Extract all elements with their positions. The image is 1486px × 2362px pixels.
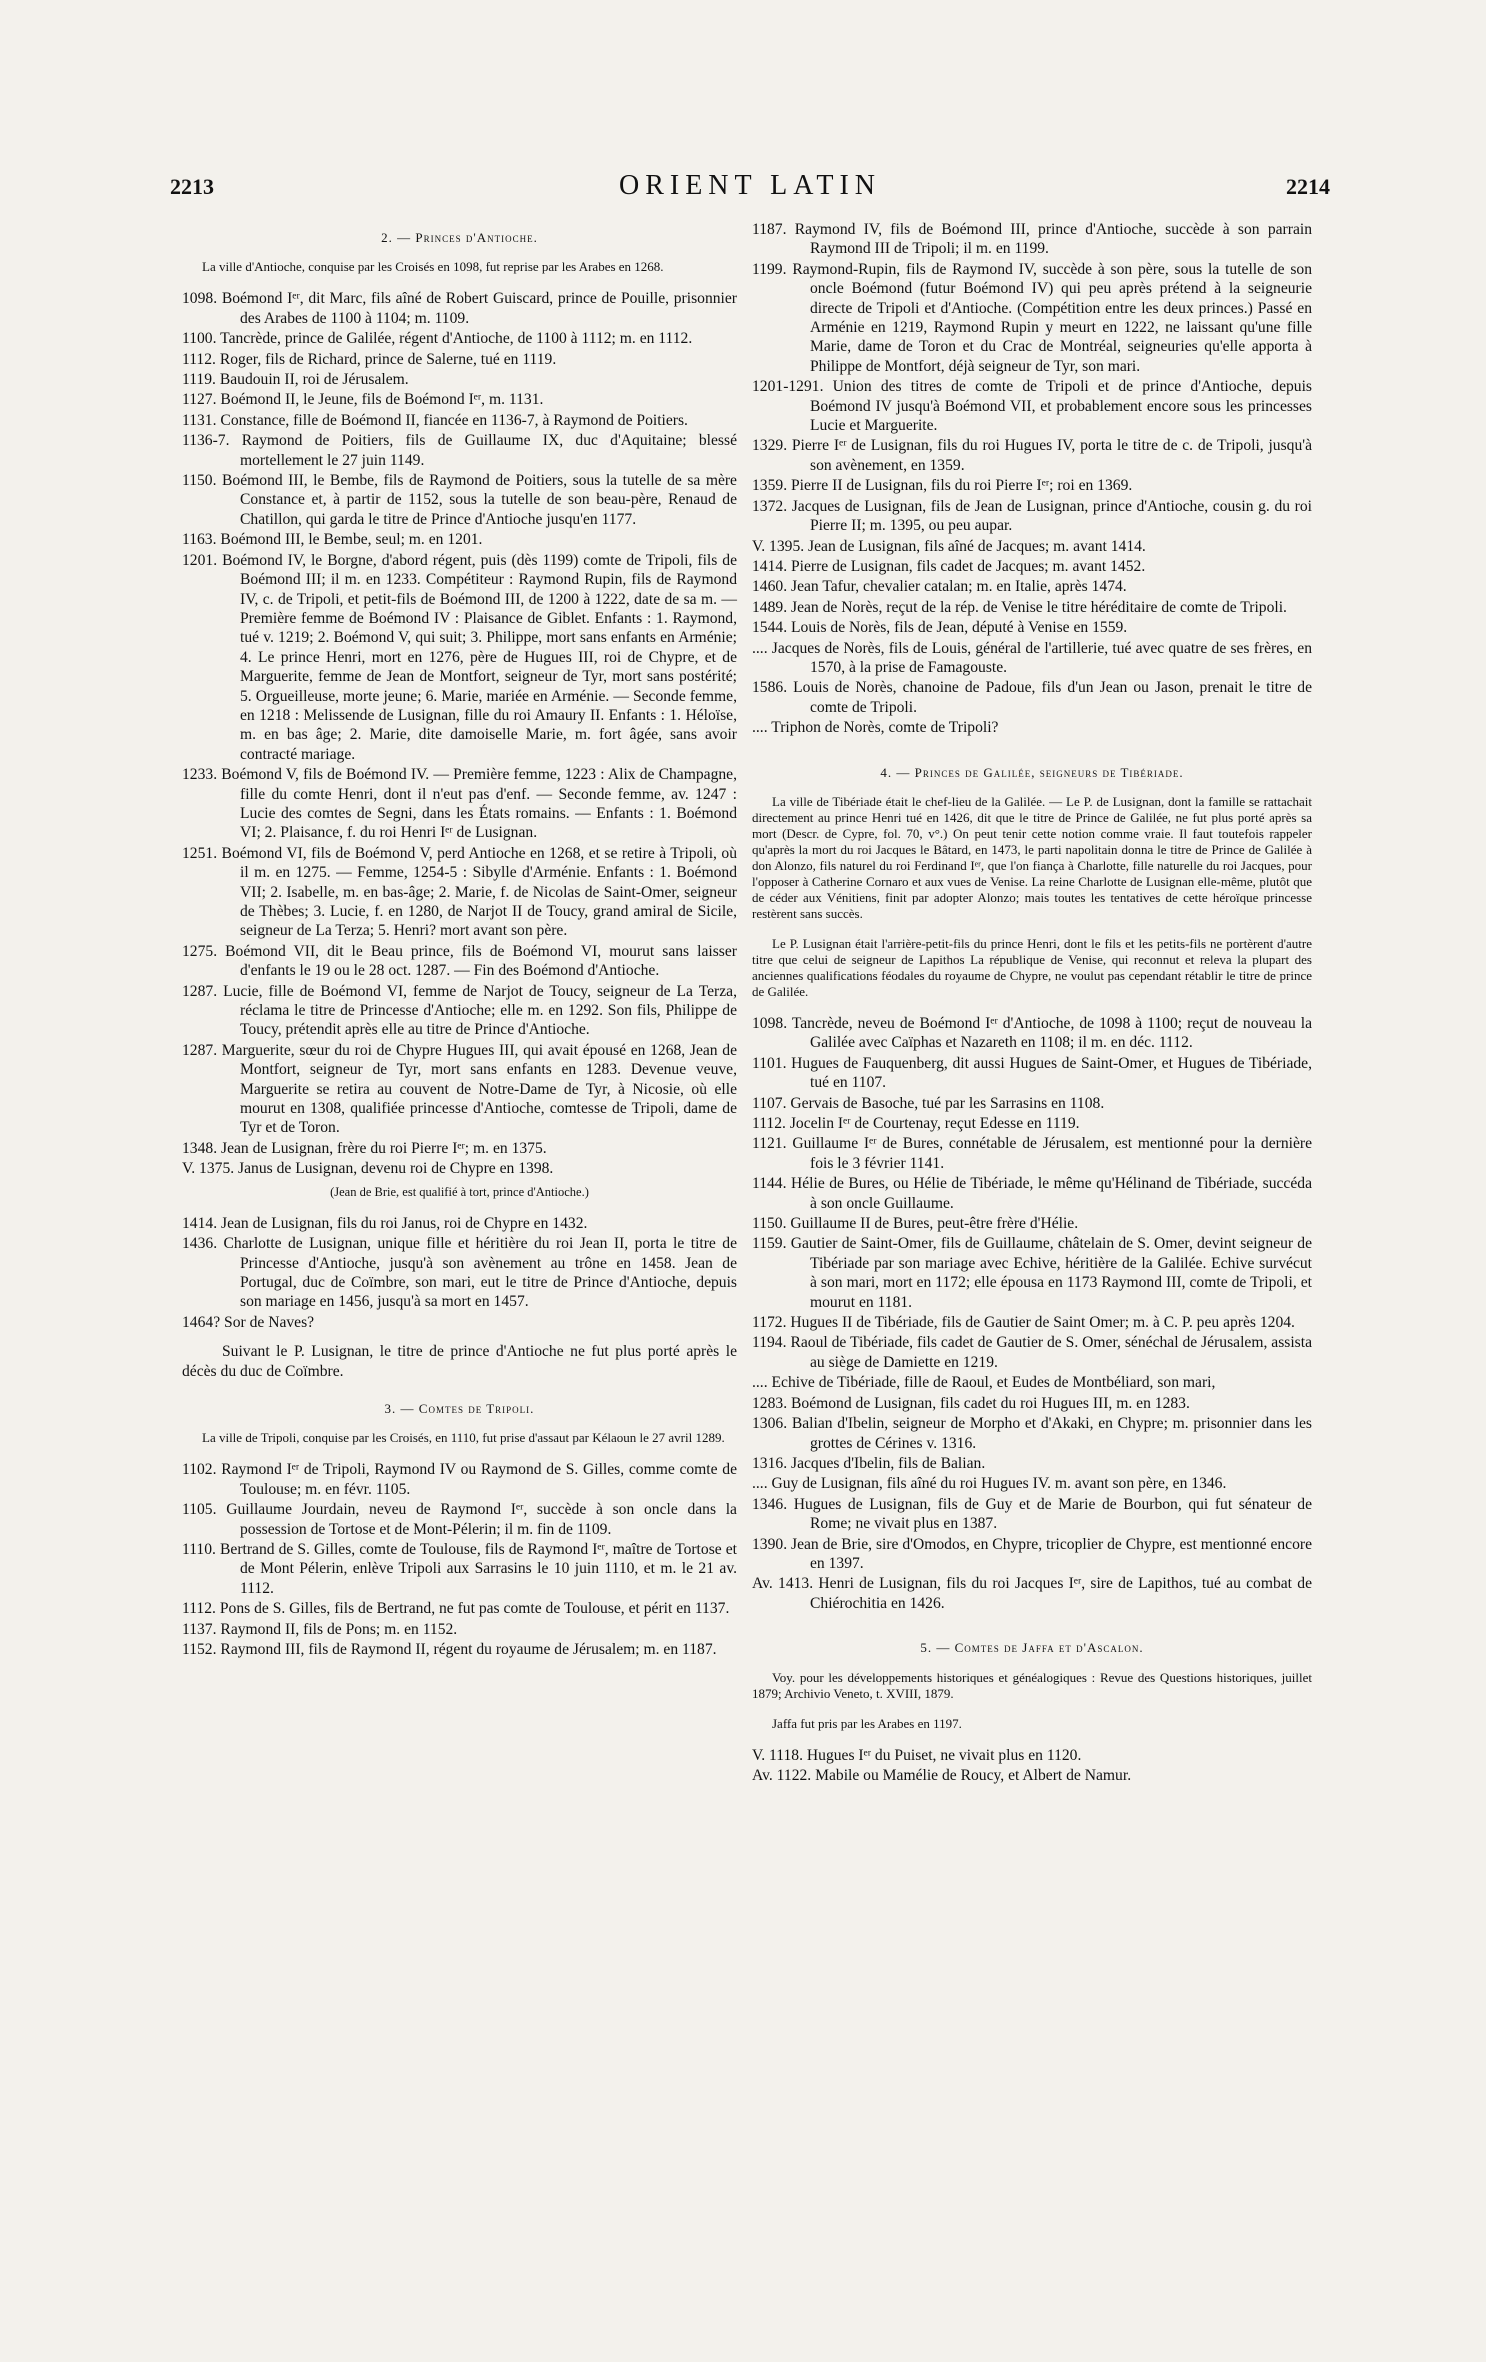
entry-text: Henri de Lusignan, fils du roi Jacques Iᵉʳ, sire de Lapithos, tué au combat de Chiérochitia en 1426.: [810, 1575, 1312, 1612]
entry-text: Charlotte de Lusignan, unique fille et héritière du roi Jean II, porta le titre de Princesse d'Antioche, jusqu'à son avènement au trône en 1458. Jean de Portugal, duc de Coïmbre, son mari, eut le titre de Prince d'Antioche, depuis son mariage en 1456, jusqu'à sa mort en 1457.: [223, 1235, 737, 1311]
entry-year: 1121.: [752, 1135, 787, 1153]
entry-year: 1201.: [182, 551, 218, 569]
section-intro-tripoli: La ville de Tripoli, conquise par les Croisés, en 1110, fut prise d'assaut par Kélaoun le 27 avril 1289.: [202, 1430, 725, 1446]
entry-text: Boémond II, le Jeune, fils de Boémond Iᵉʳ, m. 1131.: [220, 391, 544, 409]
list-item: [752, 1054, 1312, 1093]
list-item: [752, 1214, 1312, 1233]
entry-text: Gautier de Saint-Omer, fils de Guillaume, châtelain de S. Omer, devint seigneur de Tibériade par son mariage avec Echive, héritière de la Galilée. Echive survécut à son mari, mort en 1172; elle épousa en 1173 Raymond III, comte de Tripoli, et mourut en 1181.: [790, 1235, 1312, 1311]
entry-list-antioche: [182, 289, 737, 1178]
list-item: [182, 1139, 737, 1158]
entry-year: 1233.: [182, 766, 218, 784]
entry-year: 1306.: [752, 1415, 788, 1433]
list-item: [182, 390, 737, 409]
list-item: [182, 289, 737, 328]
list-item: [752, 436, 1312, 475]
entry-text: Boémond III, le Bembe, fils de Raymond de Poitiers, sous la tutelle de sa mère Constance et, à partir de 1152, sous la tutelle de son beau-père, Renaud de Chatillon, qui garda le titre de Prince d'Antioche jusqu'en 1177.: [222, 472, 737, 528]
list-item: [182, 411, 737, 430]
section-intro-galilee-2: Le P. Lusignan était l'arrière-petit-fils du prince Henri, dont le fils et les petits-fils ne portèrent d'autre titre que celui de seigneur de Lapithos La république de Venise, qui reconnut et releva la plupart des anciennes qualifications féodales du royaume de Chypre, ne voulut pas cependant rétablir le titre de prince de Galilée.: [752, 935, 1312, 999]
list-item: [182, 1159, 737, 1178]
entry-text: Guillaume Iᵉʳ de Bures, connétable de Jérusalem, est mentionné pour la dernière fois le 3 février 1141.: [792, 1135, 1312, 1172]
list-item: [182, 942, 737, 981]
list-item: [752, 1746, 1312, 1765]
list-item: [752, 1014, 1312, 1053]
entry-text: Pierre Iᵉʳ de Lusignan, fils du roi Hugues IV, porta le titre de c. de Tripoli, jusqu'à son avènement, en 1359.: [791, 437, 1312, 474]
entry-year: 1150.: [752, 1215, 787, 1233]
entry-year: 1112.: [182, 350, 216, 368]
entry-text: Boémond Iᵉʳ, dit Marc, fils aîné de Robert Guiscard, prince de Pouille, prisonnier des Arabes de 1100 à 1104; m. 1109.: [221, 290, 737, 327]
entry-year: ....: [752, 1475, 768, 1493]
entry-year: 1110.: [182, 1540, 216, 1558]
entry-text: Jean de Lusignan, frère du roi Pierre Iᵉʳ; m. en 1375.: [221, 1139, 547, 1157]
entry-text: Jacques de Lusignan, fils de Jean de Lusignan, prince d'Antioche, cousin g. du roi Pierre II; m. 1395, ou peu aupar.: [791, 497, 1313, 535]
entry-year: 1316.: [752, 1454, 788, 1472]
entry-year: 1159.: [752, 1235, 787, 1253]
section-intro-jaffa-2: Jaffa fut pris par les Arabes en 1197.: [772, 1715, 962, 1731]
entry-text: Jean de Lusignan, fils aîné de Jacques; m. avant 1414.: [808, 537, 1146, 555]
entry-text: Boémond VI, fils de Boémond V, perd Antioche en 1268, et se retire à Tripoli, où il m. en 1275. — Femme, 1254-5 : Sibylle d'Arménie. Enfants : 1. Boémond VII; 2. Isabelle, m. en bas-âge; 2. Marie, f. de Nicolas de Saint-Omer, seigneur de Thèbes; 3. Lucie, f. en 1280, de Narjot II de Toucy, grand amiral de Sicile, seigneur de La Terza; 5. Henri? mort avant son père.: [221, 844, 737, 940]
list-item: [752, 557, 1312, 576]
list-item: [182, 982, 737, 1040]
entry-year: 1105.: [182, 1501, 217, 1519]
entry-year: 1329.: [752, 437, 788, 455]
entry-year: ....: [752, 1374, 768, 1392]
entry-text: Bertrand de S. Gilles, comte de Toulouse, fils de Raymond Iᵉʳ, maître de Tortose et de Mont Pélerin, enlève Tripoli aux Sarrasins le 10 juin 1110, et m. le 21 av. 1112.: [220, 1540, 737, 1597]
entry-text: Jean Tafur, chevalier catalan; m. en Italie, après 1474.: [791, 578, 1127, 596]
list-item: [182, 1599, 737, 1618]
entry-text: Tancrède, neveu de Boémond Iᵉʳ d'Antioche, de 1098 à 1100; reçut de nouveau la Galilée avec Caïphas et Nazareth en 1108; il m. en déc. 1112.: [791, 1014, 1312, 1052]
entry-year: 1187.: [752, 221, 787, 238]
entry-year: Av. 1413.: [752, 1575, 814, 1593]
list-item: [182, 1214, 737, 1233]
list-item: [752, 1114, 1312, 1133]
entry-year: 1102.: [182, 1461, 217, 1479]
entry-text: Baudouin II, roi de Jérusalem.: [219, 371, 409, 389]
entry-text: Jacques de Norès, fils de Louis, général de l'artillerie, tué avec quatre de ses frères, en 1570, à la prise de Famagouste.: [771, 639, 1312, 676]
list-item: [752, 1414, 1312, 1453]
section-title-antioche: 2. — Princes d'Antioche.: [381, 230, 538, 245]
entry-year: 1372.: [752, 497, 788, 515]
entry-list-antioche-2: [182, 1214, 737, 1332]
entry-text: Triphon de Norès, comte de Tripoli?: [771, 719, 999, 737]
entry-year: 1101.: [752, 1054, 787, 1072]
list-item: [752, 220, 1312, 259]
entry-year: 1137.: [182, 1620, 217, 1638]
list-item: [752, 497, 1312, 536]
entry-year: 1098.: [752, 1014, 788, 1032]
entry-year: Av. 1122.: [752, 1766, 812, 1784]
entry-text: Lucie, fille de Boémond VI, femme de Narjot de Toucy, seigneur de La Terza, réclama le titre de Princesse d'Antioche; elle m. en 1292. Son fils, Philippe de Toucy, prétendit après elle au titre de Prince d'Antioche.: [223, 982, 737, 1039]
section-intro-jaffa: Voy. pour les développements historiques et généalogiques : Revue des Questions historiques, juillet 1879; Archivio Veneto, t. XVIII, 1879.: [752, 1669, 1312, 1701]
entry-text: Guillaume II de Bures, peut-être frère d'Hélie.: [790, 1215, 1079, 1233]
list-item: [182, 844, 737, 941]
entry-year: 1283.: [752, 1394, 788, 1412]
entry-text: Hugues II de Tibériade, fils de Gautier de Saint Omer; m. à C. P. peu après 1204.: [790, 1314, 1295, 1332]
entry-year: 1199.: [752, 260, 787, 278]
list-item: [182, 1234, 737, 1312]
entry-year: 1460.: [752, 578, 788, 596]
section-title-jaffa: 5. — Comtes de Jaffa et d'Ascalon.: [920, 1640, 1144, 1656]
list-item: [752, 1313, 1312, 1332]
list-item: [752, 537, 1312, 556]
list-item: [752, 1094, 1312, 1113]
entry-text: Boémond VII, dit le Beau prince, fils de Boémond VI, mourut sans laisser d'enfants le 19 ou le 28 oct. 1287. — Fin des Boémond d'Antioche.: [225, 942, 737, 980]
entry-text: Raymond II, fils de Pons; m. en 1152.: [220, 1620, 458, 1638]
entry-year: 1163.: [182, 531, 217, 549]
entry-list-galilee: [752, 1014, 1312, 1613]
right-column: [752, 220, 1312, 1786]
entry-year: 1152.: [182, 1641, 217, 1658]
entry-year: 1436.: [182, 1235, 218, 1253]
list-item: [752, 678, 1312, 717]
entry-year: 1201-1291.: [752, 378, 824, 396]
list-item: [752, 639, 1312, 678]
entry-year: V. 1118.: [752, 1746, 803, 1764]
entry-year: 1346.: [752, 1495, 788, 1513]
entry-text: Roger, fils de Richard, prince de Salerne, tué en 1119.: [219, 350, 557, 368]
entry-text: Jocelin Iᵉʳ de Courtenay, reçut Edesse en 1119.: [789, 1115, 1080, 1132]
entry-text: Sor de Naves?: [224, 1313, 315, 1331]
entry-text: Raymond-Rupin, fils de Raymond IV, succède à son père, sous la tutelle de son oncle Boémond (futur Boémond IV) qui peu après prétend à la seigneurie directe de Tripoli et d'Antioche. (Compétition entre les deux princes.) Passé en Arménie en 1219, Raymond Rupin y meurt en 1222, ne laissant qu'une fille Marie, dame de Toron et du Crac de Montréal, seigneuries qu'elle apporta à Philippe de Montfort, déjà seigneur de Tyr, son mari.: [792, 260, 1313, 375]
entry-year: 1112.: [182, 1600, 216, 1618]
list-item: [752, 1174, 1312, 1213]
list-item: [182, 1041, 737, 1138]
entry-year: 1251.: [182, 844, 218, 862]
entry-text: Louis de Norès, fils de Jean, député à Venise en 1559.: [791, 619, 1128, 637]
list-item: [752, 1454, 1312, 1473]
entry-text: Pierre II de Lusignan, fils du roi Pierre Iᵉʳ; roi en 1369.: [791, 477, 1133, 495]
entry-year: 1107.: [752, 1094, 787, 1112]
entry-year: 1586.: [752, 679, 788, 697]
entry-year: 1100.: [182, 330, 217, 348]
list-item: [182, 1460, 737, 1499]
list-item: [752, 1495, 1312, 1534]
entry-text: Mabile ou Mamélie de Roucy, et Albert de Namur.: [815, 1766, 1132, 1784]
entry-year: V. 1375.: [182, 1160, 235, 1178]
entry-text: Gervais de Basoche, tué par les Sarrasins en 1108.: [790, 1094, 1105, 1112]
list-item: [752, 1134, 1312, 1173]
list-item: [752, 260, 1312, 376]
entry-year: 1414.: [182, 1214, 218, 1232]
list-item: [752, 618, 1312, 637]
entry-text: Pons de S. Gilles, fils de Bertrand, ne fut pas comte de Toulouse, et périt en 1137.: [219, 1600, 730, 1618]
list-item: [752, 1373, 1312, 1392]
list-item: [182, 551, 737, 764]
entry-year: ....: [752, 639, 768, 657]
list-item: [182, 1500, 737, 1539]
entry-text: Union des titres de comte de Tripoli et de prince d'Antioche, depuis Boémond IV jusqu'à Boémond VII, et probablement encore sous les princesses Lucie et Marguerite.: [810, 378, 1312, 435]
list-item: [182, 1540, 737, 1598]
list-item: [182, 350, 737, 369]
list-item: [182, 1620, 737, 1639]
entry-year: 1098.: [182, 290, 218, 308]
entry-year: 1144.: [752, 1175, 787, 1193]
entry-text: Boémond de Lusignan, fils cadet du roi Hugues III, m. en 1283.: [791, 1394, 1190, 1412]
list-item: [752, 377, 1312, 435]
entry-year: 1172.: [752, 1314, 787, 1332]
entry-text: Hélie de Bures, ou Hélie de Tibériade, le même qu'Hélinand de Tibériade, succéda à son oncle Guillaume.: [790, 1175, 1312, 1212]
entry-year: 1464?: [182, 1313, 221, 1331]
list-item: [182, 471, 737, 529]
list-item: [752, 1234, 1312, 1312]
list-item: [752, 1394, 1312, 1413]
entry-text: Hugues de Lusignan, fils de Guy et de Marie de Bourbon, qui fut sénateur de Rome; ne vivait plus en 1387.: [793, 1495, 1312, 1533]
list-item: [182, 765, 737, 843]
page-number-left: 2213: [170, 174, 214, 199]
entry-year: 1127.: [182, 391, 217, 409]
entry-text: Raymond III, fils de Raymond II, régent du royaume de Jérusalem; m. en 1187.: [220, 1641, 717, 1658]
list-item: [752, 1766, 1312, 1785]
entry-year: 1359.: [752, 477, 788, 495]
entry-text: Jean de Norès, reçut de la rép. de Venise le titre héréditaire de comte de Tripoli.: [791, 598, 1287, 616]
list-item: [752, 1535, 1312, 1574]
list-item: [752, 577, 1312, 596]
entry-text: Pierre de Lusignan, fils cadet de Jacques; m. avant 1452.: [791, 557, 1146, 575]
entry-text: Guy de Lusignan, fils aîné du roi Hugues IV. m. avant son père, en 1346.: [771, 1475, 1227, 1493]
entry-text: Boémond III, le Bembe, seul; m. en 1201.: [220, 531, 483, 549]
entry-text: Balian d'Ibelin, seigneur de Morpho et d'Akaki, en Chypre; m. prisonnier dans les grottes de Cérines v. 1316.: [791, 1415, 1312, 1452]
entry-year: ....: [752, 719, 768, 737]
entry-text: Marguerite, sœur du roi de Chypre Hugues III, qui avait épousé en 1268, Jean de Montfort, seigneur de Tyr, mort sans enfants en 1283. Devenue veuve, Marguerite se retira au couvent de Notre-Dame de Tyr, à Nicosie, où elle mourut en 1308, qualifiée princesse d'Antioche, comtesse de Tripoli, dame de Tyr et de Toron.: [221, 1041, 737, 1137]
entry-list-tripoli-continued: [752, 220, 1312, 738]
entry-text: Constance, fille de Boémond II, fiancée en 1136-7, à Raymond de Poitiers.: [220, 411, 688, 429]
entry-list-tripoli: [182, 1460, 737, 1659]
entry-year: 1275.: [182, 942, 218, 960]
entry-list-jaffa: [752, 1746, 1312, 1786]
list-item: [752, 718, 1312, 737]
entry-text: Hugues Iᵉʳ du Puiset, ne vivait plus en 1120.: [806, 1746, 1082, 1764]
section-intro-antioche: La ville d'Antioche, conquise par les Croisés en 1098, fut reprise par les Arabes en 1268.: [202, 259, 664, 275]
list-item: [182, 530, 737, 549]
running-title: ORIENT LATIN: [618, 170, 881, 201]
left-column: [182, 220, 737, 1660]
entry-text: Janus de Lusignan, devenu roi de Chypre en 1398.: [238, 1160, 554, 1178]
list-item: [182, 1640, 737, 1659]
entry-text: Guillaume Jourdain, neveu de Raymond Iᵉʳ, succède à son oncle dans la possession de Tortose et de Mont-Pélerin; il m. fin de 1109.: [226, 1501, 737, 1538]
page-number-right: 2214: [1286, 174, 1330, 199]
page-header: [170, 170, 1330, 210]
entry-text: Louis de Norès, chanoine de Padoue, fils d'un Jean ou Jason, prenait le titre de comte de Tripoli.: [793, 679, 1312, 716]
entry-text: Jean de Lusignan, fils du roi Janus, roi de Chypre en 1432.: [221, 1214, 588, 1232]
entry-text: Hugues de Fauquenberg, dit aussi Hugues de Saint-Omer, et Hugues de Tibériade, tué en 1107.: [791, 1054, 1312, 1092]
list-item: [182, 1313, 737, 1332]
entry-year: 1544.: [752, 619, 788, 637]
entry-text: Raymond Iᵉʳ de Tripoli, Raymond IV ou Raymond de S. Gilles, comme comte de Toulouse; m. en févr. 1105.: [221, 1461, 737, 1498]
entry-year: 1348.: [182, 1139, 218, 1157]
list-item: [182, 329, 737, 348]
list-item: [752, 598, 1312, 617]
entry-year: 1287.: [182, 1041, 218, 1059]
entry-year: 1131.: [182, 411, 217, 429]
section-title-galilee: 4. — Princes de Galilée, seigneurs de Tibériade.: [880, 764, 1184, 780]
entry-year: 1150.: [182, 472, 217, 490]
entry-text: Raymond IV, fils de Boémond III, prince d'Antioche, succède à son parrain Raymond III de Tripoli; il m. en 1199.: [794, 221, 1312, 258]
entry-text: Raymond de Poitiers, fils de Guillaume IX, duc d'Aquitaine; blessé mortellement le 27 juin 1149.: [240, 432, 737, 469]
list-item: [752, 476, 1312, 495]
entry-year: 1136-7.: [182, 432, 230, 450]
entry-year: 1194.: [752, 1334, 787, 1352]
section-title-tripoli: 3. — Comtes de Tripoli.: [384, 1400, 535, 1416]
entry-year: 1414.: [752, 557, 788, 575]
list-item: [752, 1574, 1312, 1613]
entry-year: V. 1395.: [752, 537, 805, 555]
list-item: [182, 431, 737, 470]
entry-text: Tancrède, prince de Galilée, régent d'Antioche, de 1100 à 1112; m. en 1112.: [220, 330, 693, 348]
entry-text: Jacques d'Ibelin, fils de Balian.: [791, 1454, 986, 1472]
entry-year: 1119.: [182, 371, 216, 389]
entry-text: Echive de Tibériade, fille de Raoul, et Eudes de Montbéliard, son mari,: [771, 1374, 1216, 1392]
list-item: [752, 1333, 1312, 1372]
entry-text: Raoul de Tibériade, fils cadet de Gautier de S. Omer, sénéchal de Jérusalem, assista au siège de Damiette en 1219.: [790, 1334, 1312, 1371]
antioche-note: (Jean de Brie, est qualifié à tort, prince d'Antioche.): [330, 1184, 589, 1199]
entry-year: 1390.: [752, 1535, 788, 1553]
list-item: [752, 1474, 1312, 1493]
entry-year: 1112.: [752, 1115, 786, 1132]
section-intro-galilee: La ville de Tibériade était le chef-lieu de la Galilée. — Le P. de Lusignan, dont la famille se rattachait directement au prince Henri tué en 1426, dit que le titre de Prince de Galilée, ne fut plus porté après sa mort (Descr. de Cypre, fol. 70, v°.) On peut tenir cette notion comme vraie. Il faut toutefois rappeler qu'après la mort du roi Jacques le Bâtard, en 1473, le parti napolitain donna le titre de Prince de Galilée à don Alonzo, fils naturel du roi Ferdinand Iᵉʳ, que l'on fiança à Charlotte, fille naturelle du roi Jacques, pour l'opposer à Catherine Cornaro et aux vues de Venise. La reine Charlotte de Lusignan elle-même, plutôt que de céder aux Vénitiens, finit par adopter Alonzo; mais toutes les tentatives de cette héroïque princesse restèrent sans succès.: [752, 793, 1312, 921]
entry-text: Jean de Brie, sire d'Omodos, en Chypre, tricoplier de Chypre, est mentionné encore en 1397.: [791, 1535, 1312, 1572]
antioche-closing-paragraph: Suivant le P. Lusignan, le titre de prince d'Antioche ne fut plus porté après le décès du duc de Coïmbre.: [182, 1343, 737, 1380]
entry-text: Boémond V, fils de Boémond IV. — Première femme, 1223 : Alix de Champagne, fille du comte Henri, dont il n'eut pas d'enf. — Seconde femme, av. 1247 : Lucie des comtes de Segni, dans les États romains. — Enfants : 1. Boémond VI; 2. Plaisance, f. du roi Henri Iᵉʳ de Lusignan.: [221, 766, 737, 842]
entry-text: Boémond IV, le Borgne, d'abord régent, puis (dès 1199) comte de Tripoli, fils de Boémond III; il m. en 1233. Compétiteur : Raymond Rupin, fils de Raymond IV, c. de Tripoli, et petit-fils de Boémond III, de 1200 à 1222, date de sa m. — Première femme de Boémond IV : Plaisance de Giblet. Enfants : 1. Raymond, tué v. 1219; 2. Boémond V, qui suit; 3. Philippe, mort sans enfants en Arménie; 4. Le prince Henri, mort en 1276, père de Hugues III, roi de Chypre, et de Marguerite, femme de Jean de Montfort, seigneur de Tyr, mort sans postérité; 5. Orgueilleuse, morte jeune; 6. Marie, mariée en Arménie. — Seconde femme, en 1218 : Melissende de Lusignan, fille du roi Amaury II. Enfants : 1. Héloïse, m. en bas âge; 2. Marie, dite damoiselle Marie, m. fort âgée, sans avoir contracté mariage.: [222, 551, 737, 763]
list-item: [182, 370, 737, 389]
entry-year: 1489.: [752, 598, 788, 616]
entry-year: 1287.: [182, 982, 218, 1000]
